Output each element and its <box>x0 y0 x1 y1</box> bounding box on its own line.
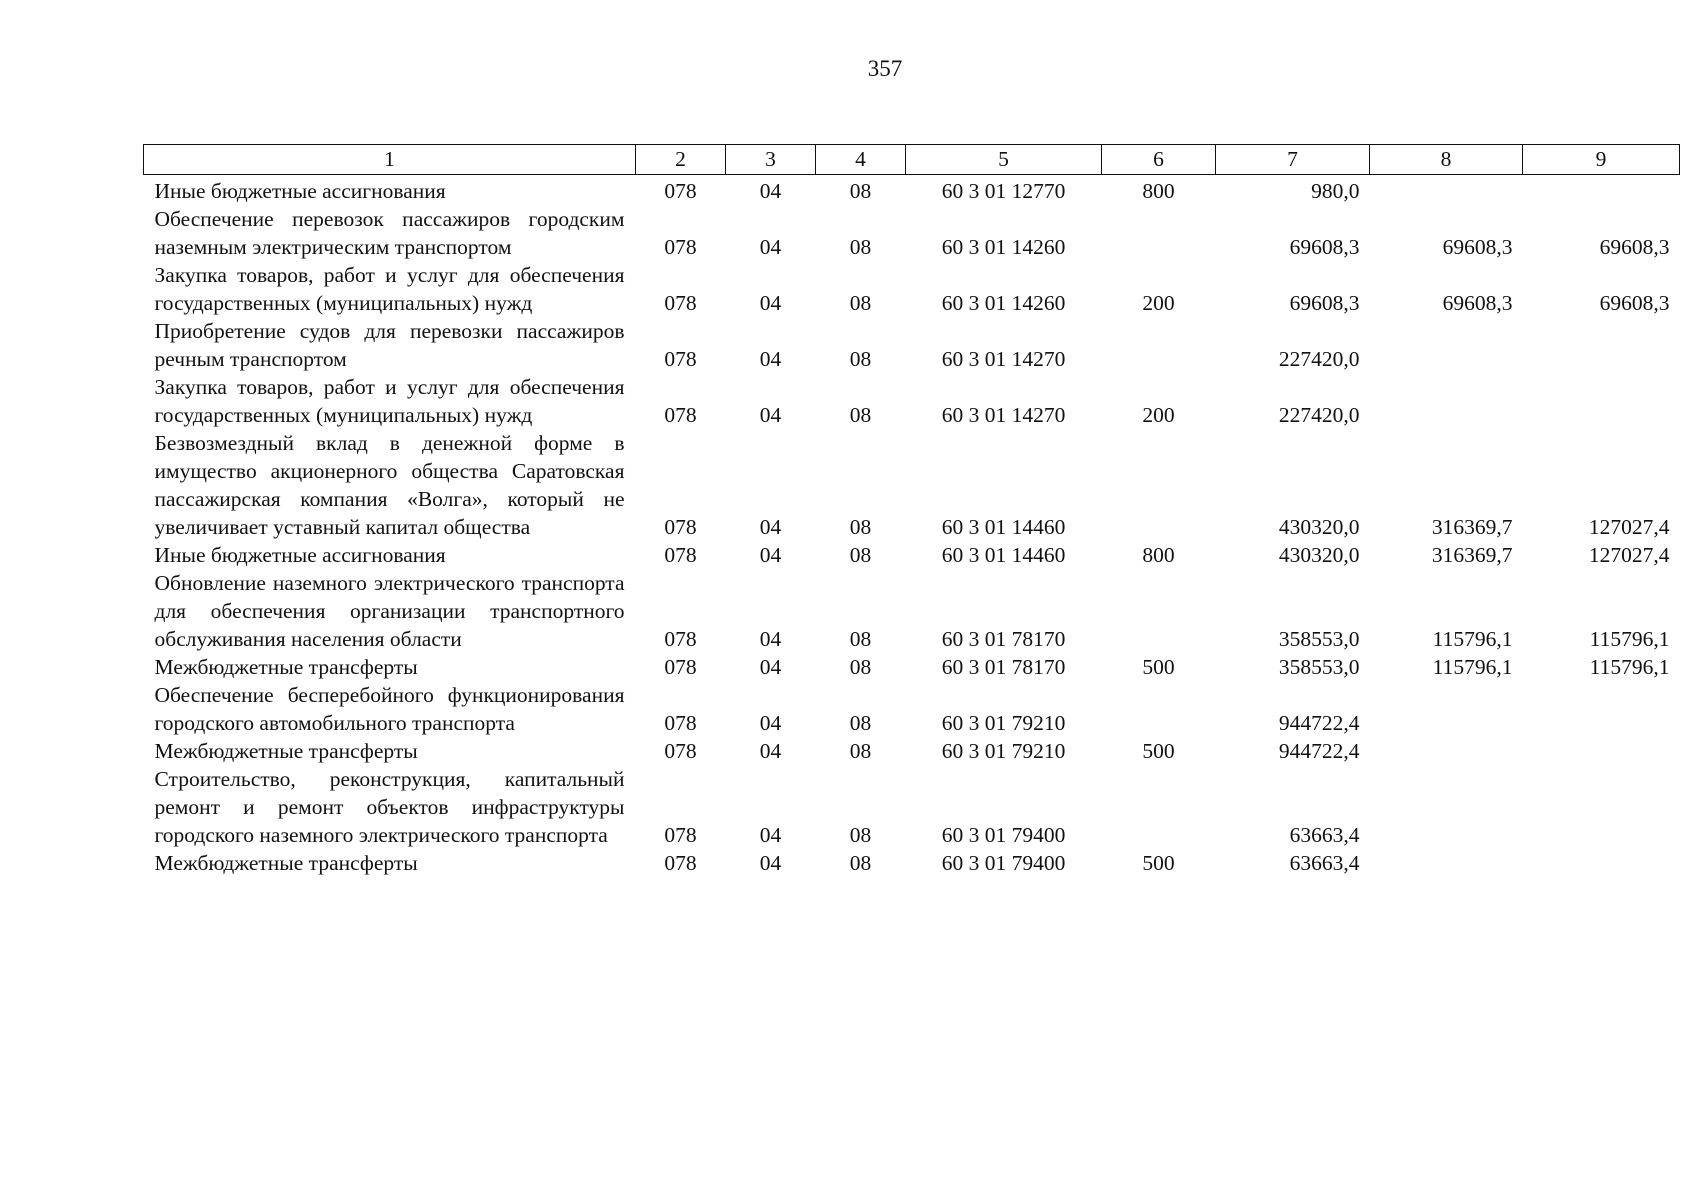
amount-year-1: 69608,3 <box>1289 235 1360 259</box>
table-row <box>144 429 1680 541</box>
expense-type-code: 500 <box>1142 739 1175 763</box>
table-row <box>144 737 1680 765</box>
column-header: 8 <box>1370 145 1523 175</box>
section-code: 04 <box>759 347 782 371</box>
amount-year-1: 944722,4 <box>1278 711 1360 735</box>
item-name: Обновление наземного электрического транспорта для обеспечения организации транспортного обслуживания населения области <box>154 571 625 651</box>
table-row <box>144 681 1680 737</box>
amount-year-3: 115796,1 <box>1589 655 1670 679</box>
column-header: 9 <box>1523 145 1680 175</box>
target-article-code: 60 3 01 79400 <box>941 851 1066 875</box>
amount-year-3 <box>1523 373 1680 429</box>
subsection-code: 08 <box>849 739 872 763</box>
amount-year-2: 69608,3 <box>1442 291 1513 315</box>
amount-year-3: 127027,4 <box>1588 543 1670 567</box>
amount-year-3: 115796,1 <box>1589 627 1670 651</box>
amount-year-1: 944722,4 <box>1278 739 1360 763</box>
amount-year-3 <box>1523 737 1680 765</box>
amount-year-2: 115796,1 <box>1432 627 1513 651</box>
subsection-code: 08 <box>849 403 872 427</box>
item-name: Иные бюджетные ассигнования <box>154 543 446 567</box>
section-code: 04 <box>759 179 782 203</box>
target-article-code: 60 3 01 14460 <box>941 543 1066 567</box>
expense-type-code <box>1102 681 1216 737</box>
subsection-code: 08 <box>849 543 872 567</box>
section-code: 04 <box>759 291 782 315</box>
budget-table <box>143 144 1680 877</box>
expense-type-code <box>1102 205 1216 261</box>
ministry-code: 078 <box>664 291 697 315</box>
expense-type-code <box>1102 429 1216 541</box>
amount-year-2 <box>1370 737 1523 765</box>
amount-year-1: 63663,4 <box>1289 851 1360 875</box>
amount-year-3: 69608,3 <box>1599 291 1670 315</box>
amount-year-2: 316369,7 <box>1431 515 1513 539</box>
target-article-code: 60 3 01 79210 <box>941 711 1066 735</box>
item-name: Межбюджетные трансферты <box>154 739 418 763</box>
section-code: 04 <box>759 711 782 735</box>
table-row <box>144 849 1680 877</box>
column-header: 1 <box>144 145 636 175</box>
subsection-code: 08 <box>849 627 872 651</box>
column-header: 3 <box>726 145 816 175</box>
ministry-code: 078 <box>664 347 697 371</box>
table-row <box>144 205 1680 261</box>
subsection-code: 08 <box>849 347 872 371</box>
table-row <box>144 541 1680 569</box>
table-row <box>144 765 1680 849</box>
ministry-code: 078 <box>664 711 697 735</box>
amount-year-3 <box>1523 175 1680 206</box>
table-row <box>144 653 1680 681</box>
header-row <box>144 145 1680 175</box>
amount-year-1: 227420,0 <box>1278 403 1360 427</box>
ministry-code: 078 <box>664 403 697 427</box>
expense-type-code <box>1102 317 1216 373</box>
section-code: 04 <box>759 627 782 651</box>
target-article-code: 60 3 01 79400 <box>941 823 1066 847</box>
column-header: 4 <box>816 145 906 175</box>
item-name: Закупка товаров, работ и услуг для обеспечения государственных (муниципальных) нужд <box>154 375 625 427</box>
section-code: 04 <box>759 543 782 567</box>
item-name: Иные бюджетные ассигнования <box>154 179 446 203</box>
table-row <box>144 317 1680 373</box>
target-article-code: 60 3 01 78170 <box>941 655 1066 679</box>
item-name: Приобретение судов для перевозки пассажиров речным транспортом <box>154 319 625 371</box>
subsection-code: 08 <box>849 851 872 875</box>
subsection-code: 08 <box>849 655 872 679</box>
item-name: Межбюджетные трансферты <box>154 851 418 875</box>
column-header: 5 <box>906 145 1102 175</box>
amount-year-2: 316369,7 <box>1431 543 1513 567</box>
column-header: 2 <box>636 145 726 175</box>
ministry-code: 078 <box>664 739 697 763</box>
item-name: Обеспечение перевозок пассажиров городским наземным электрическим транспортом <box>154 207 625 259</box>
expense-type-code: 200 <box>1142 291 1175 315</box>
item-name: Строительство, реконструкция, капитальный ремонт и ремонт объектов инфраструктуры городского наземного электрического транспорта <box>154 767 625 847</box>
amount-year-2 <box>1370 849 1523 877</box>
expense-type-code <box>1102 765 1216 849</box>
target-article-code: 60 3 01 12770 <box>941 179 1066 203</box>
amount-year-3 <box>1523 317 1680 373</box>
amount-year-2 <box>1370 317 1523 373</box>
section-code: 04 <box>759 739 782 763</box>
amount-year-3 <box>1523 765 1680 849</box>
subsection-code: 08 <box>849 179 872 203</box>
target-article-code: 60 3 01 14260 <box>941 291 1066 315</box>
section-code: 04 <box>759 235 782 259</box>
ministry-code: 078 <box>664 235 697 259</box>
expense-type-code: 500 <box>1142 655 1175 679</box>
target-article-code: 60 3 01 14270 <box>941 347 1066 371</box>
table-row <box>144 569 1680 653</box>
ministry-code: 078 <box>664 543 697 567</box>
amount-year-2: 115796,1 <box>1432 655 1513 679</box>
expense-type-code: 800 <box>1142 179 1175 203</box>
subsection-code: 08 <box>849 711 872 735</box>
item-name: Безвозмездный вклад в денежной форме в имущество акционерного общества Саратовская пассажирская компания «Волга», который не увеличивает уставный капитал общества <box>154 431 625 539</box>
amount-year-1: 358553,0 <box>1278 655 1360 679</box>
column-header: 7 <box>1216 145 1370 175</box>
section-code: 04 <box>759 403 782 427</box>
section-code: 04 <box>759 655 782 679</box>
page-number: 357 <box>867 56 903 81</box>
ministry-code: 078 <box>664 515 697 539</box>
ministry-code: 078 <box>664 627 697 651</box>
ministry-code: 078 <box>664 851 697 875</box>
amount-year-1: 430320,0 <box>1278 515 1360 539</box>
ministry-code: 078 <box>664 179 697 203</box>
column-header: 6 <box>1102 145 1216 175</box>
item-name: Закупка товаров, работ и услуг для обеспечения государственных (муниципальных) нужд <box>154 263 625 315</box>
section-code: 04 <box>759 823 782 847</box>
ministry-code: 078 <box>664 823 697 847</box>
target-article-code: 60 3 01 78170 <box>941 627 1066 651</box>
target-article-code: 60 3 01 14260 <box>941 235 1066 259</box>
amount-year-1: 227420,0 <box>1278 347 1360 371</box>
amount-year-2 <box>1370 373 1523 429</box>
target-article-code: 60 3 01 14460 <box>941 515 1066 539</box>
subsection-code: 08 <box>849 823 872 847</box>
item-name: Межбюджетные трансферты <box>154 655 418 679</box>
target-article-code: 60 3 01 14270 <box>941 403 1066 427</box>
amount-year-3 <box>1523 681 1680 737</box>
ministry-code: 078 <box>664 655 697 679</box>
subsection-code: 08 <box>849 235 872 259</box>
table-row <box>144 261 1680 317</box>
amount-year-1: 69608,3 <box>1289 291 1360 315</box>
expense-type-code: 500 <box>1142 851 1175 875</box>
section-code: 04 <box>759 515 782 539</box>
amount-year-2 <box>1370 175 1523 206</box>
target-article-code: 60 3 01 79210 <box>941 739 1066 763</box>
amount-year-1: 358553,0 <box>1278 627 1360 651</box>
item-name: Обеспечение бесперебойного функционирования городского автомобильного транспорта <box>154 683 625 735</box>
expense-type-code: 800 <box>1142 543 1175 567</box>
amount-year-3: 127027,4 <box>1588 515 1670 539</box>
amount-year-1: 63663,4 <box>1289 823 1360 847</box>
amount-year-3: 69608,3 <box>1599 235 1670 259</box>
amount-year-1: 980,0 <box>1311 179 1360 203</box>
amount-year-2: 69608,3 <box>1442 235 1513 259</box>
table-row <box>144 175 1680 206</box>
subsection-code: 08 <box>849 291 872 315</box>
subsection-code: 08 <box>849 515 872 539</box>
section-code: 04 <box>759 851 782 875</box>
amount-year-2 <box>1370 765 1523 849</box>
expense-type-code <box>1102 569 1216 653</box>
amount-year-3 <box>1523 849 1680 877</box>
amount-year-2 <box>1370 681 1523 737</box>
expense-type-code: 200 <box>1142 403 1175 427</box>
amount-year-1: 430320,0 <box>1278 543 1360 567</box>
table-row <box>144 373 1680 429</box>
